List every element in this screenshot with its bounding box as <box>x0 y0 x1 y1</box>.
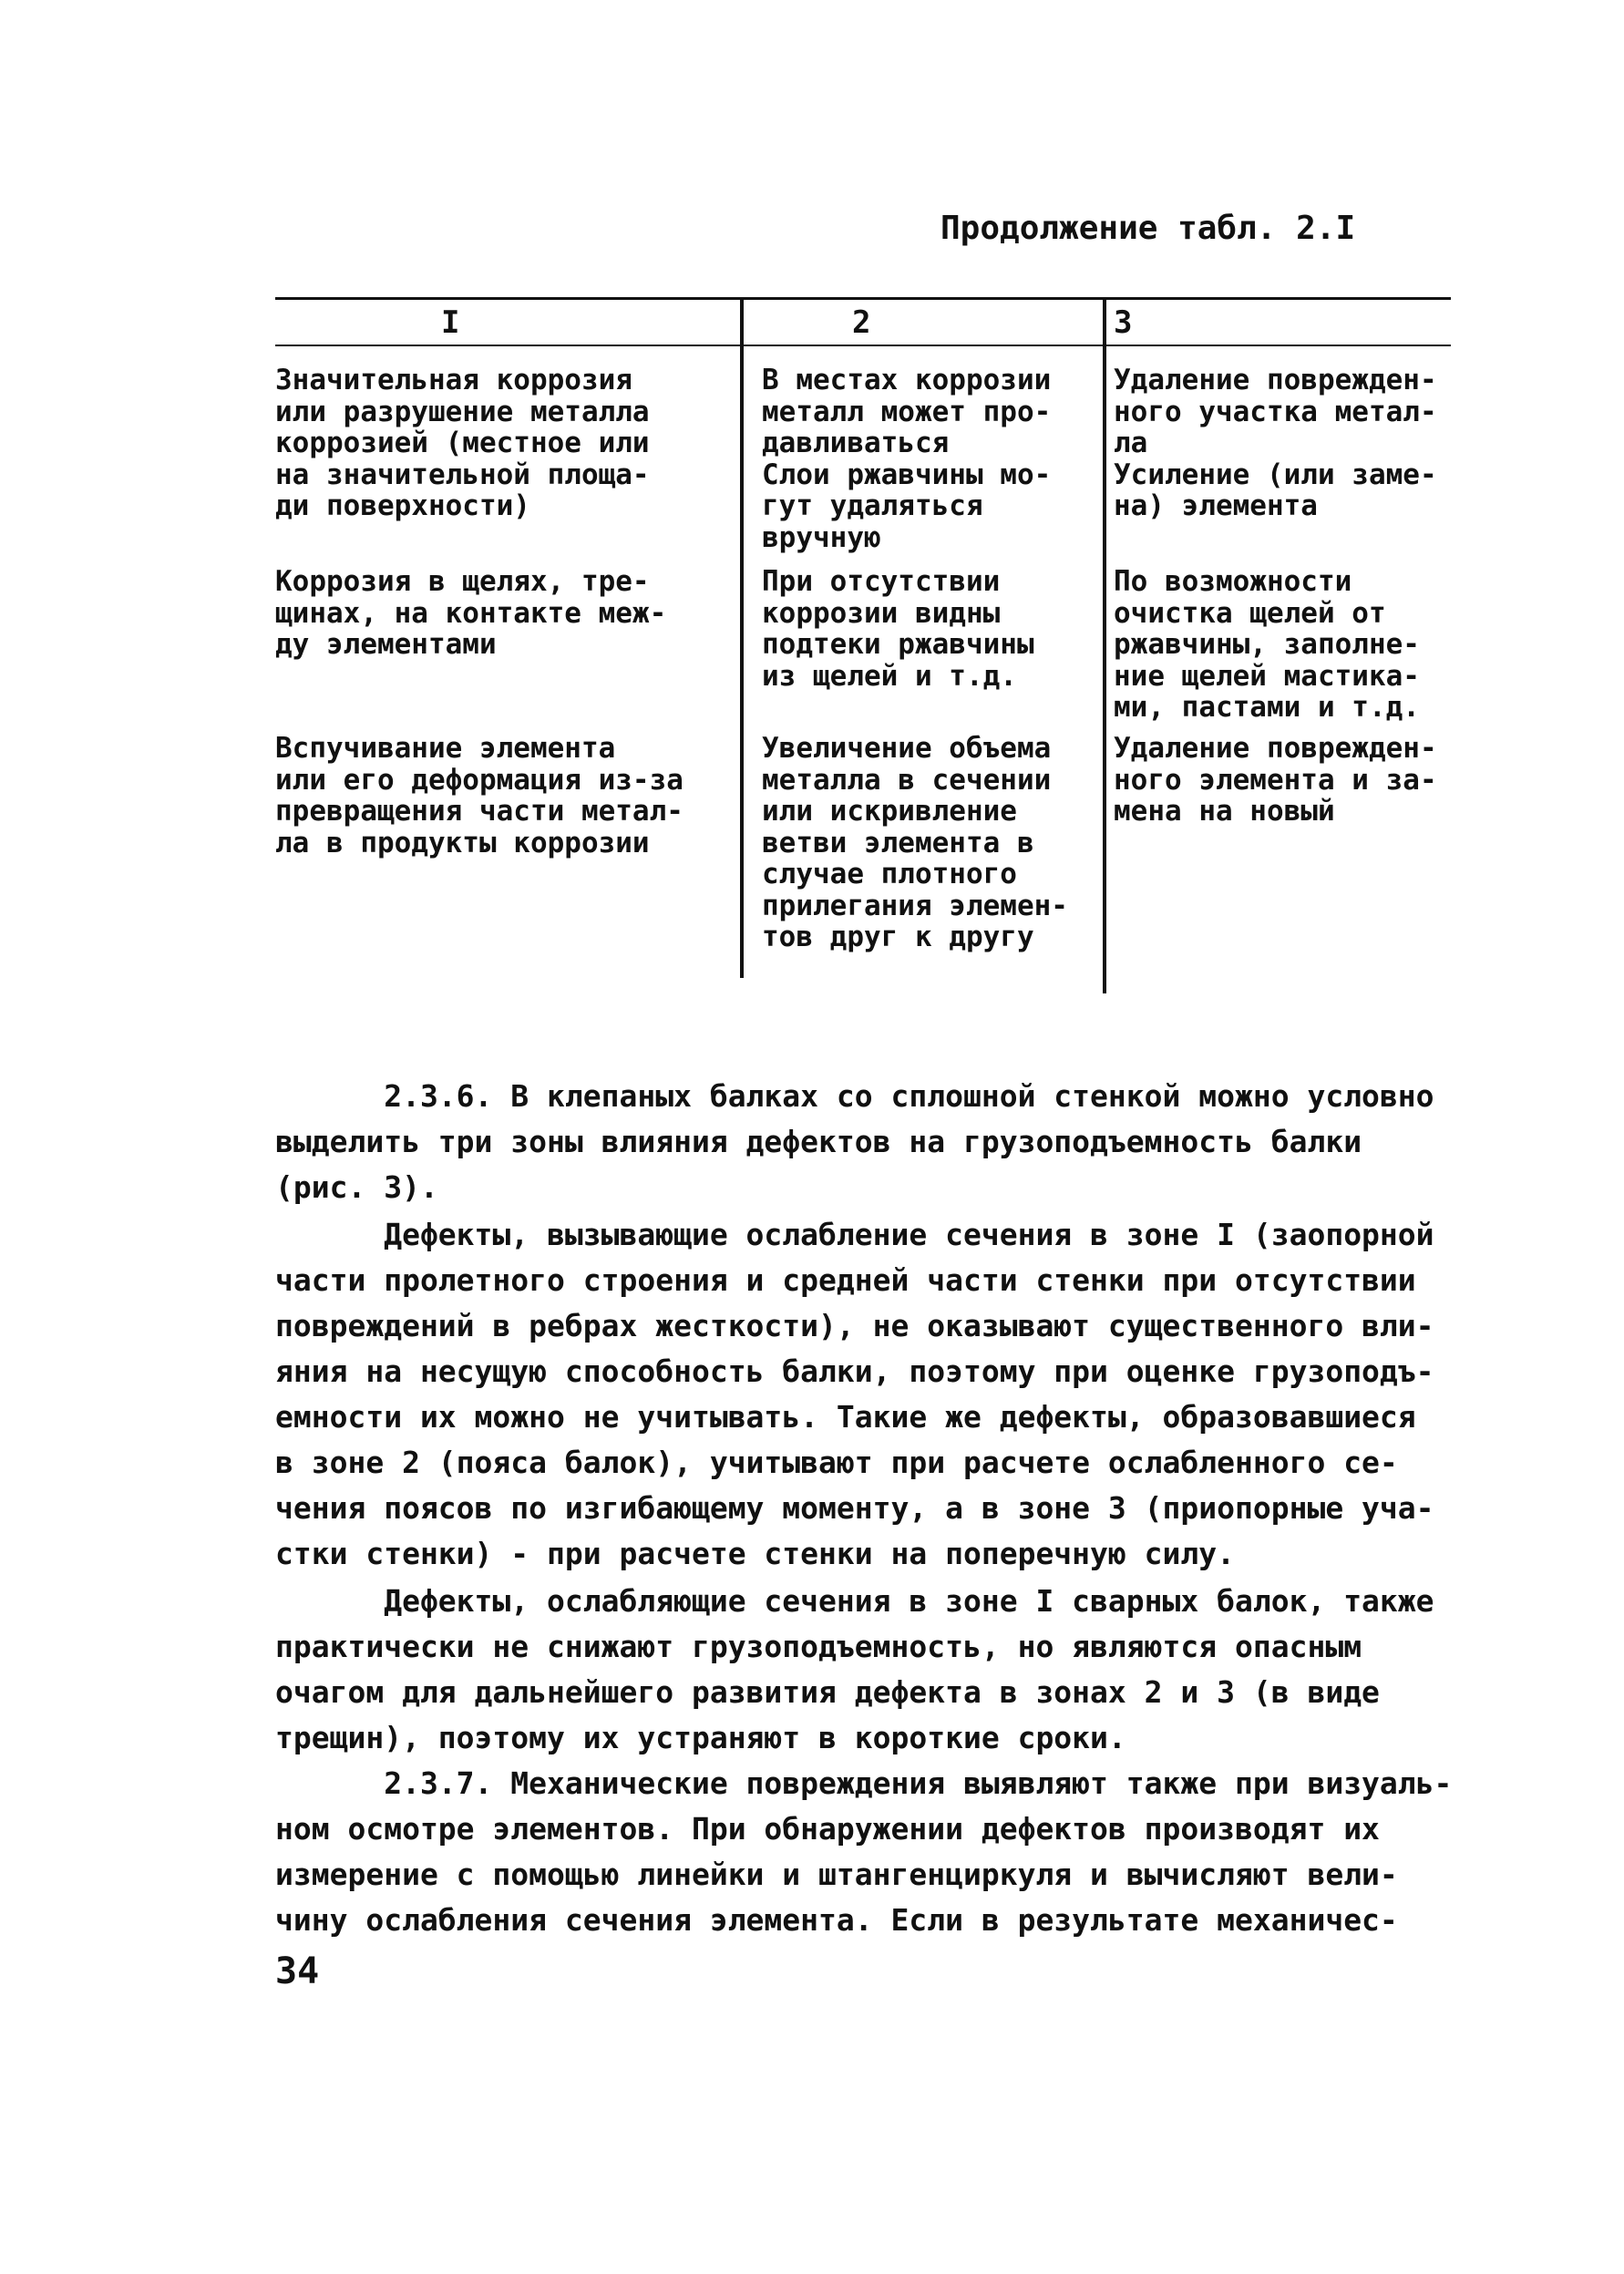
table-cell-signs: При отсутствии коррозии видны подтеки ржавчины из щелей и т.д. <box>762 565 1034 693</box>
table-top-rule <box>275 297 1451 300</box>
table-caption: Продолжение табл. 2.I <box>940 210 1356 247</box>
table-cell-remedy: Удаление поврежден- ного элемента и за- мена на новый <box>1114 732 1437 828</box>
paragraph-zone-defects: Дефекты, вызывающие ослабление сечения в зоне I (заопорной части пролетного строения и средней части стенки при отсутствии повреждений в ребрах жесткости), не оказывают существенного вли- яния на несущую способность балки, поэтому при оценке грузоподъ- емности их можно не учитывать. Такие же дефекты, образовавшиеся в зоне 2 (пояса балок), учитывают при расчете ослабленного се- чения поясов по изгибающему моменту, а в зоне 3 (приопорные уча- стки стенки) - при расчете стенки на поперечную силу. <box>275 1217 1434 1571</box>
column-header-2: 2 <box>852 304 871 341</box>
table-cell-signs: Увеличение объема металла в сечении или искривление ветви элемента в случае плотного прилегания элемен- тов друг к другу <box>762 732 1068 953</box>
page-number: 34 <box>275 1950 320 1992</box>
column-header-3: 3 <box>1114 304 1133 341</box>
table-column-divider-1 <box>740 299 744 978</box>
table-cell-remedy: Удаление поврежден- ного участка метал- ла Усиление (или заме- на) элемента <box>1114 364 1437 522</box>
column-header-1: I <box>441 304 460 341</box>
paragraph-welded-beams: Дефекты, ослабляющие сечения в зоне I сварных балок, также практически не снижают грузоподъемность, но являются опасным очагом для дальнейшего развития дефекта в зонах 2 и 3 (в виде трещин), поэтому их устраняют в короткие сроки. <box>275 1583 1434 1755</box>
table-cell-defect: Коррозия в щелях, тре- щинах, на контакте меж- ду элементами <box>275 565 667 661</box>
table-cell-defect: Значительная коррозия или разрушение металла коррозией (местное или на значительной площа- ди поверхности) <box>275 364 650 522</box>
table-cell-remedy: По возможности очистка щелей от ржавчины, заполне- ние щелей мастика- ми, пастами и т.д. <box>1114 565 1420 724</box>
table-header-rule <box>275 345 1451 346</box>
table-column-divider-2 <box>1103 299 1106 993</box>
paragraph-2-3-7: 2.3.7. Механические повреждения выявляют также при визуаль- ном осмотре элементов. При обнаружении дефектов производят их измерение с помощью линейки и штангенциркуля и вычисляют вели- чину ослабления сечения элемента. Если в результате механичес- <box>275 1765 1453 1938</box>
table-cell-signs: В местах коррозии металл может про- давливаться Слои ржавчины мо- гут удаляться вручную <box>762 364 1052 554</box>
table-cell-defect: Вспучивание элемента или его деформация из-за превращения части метал- ла в продукты коррозии <box>275 732 684 859</box>
paragraph-2-3-6: 2.3.6. В клепаных балках со сплошной стенкой можно условно выделить три зоны влияния дефектов на грузоподъемность балки (рис. 3). <box>275 1078 1434 1205</box>
